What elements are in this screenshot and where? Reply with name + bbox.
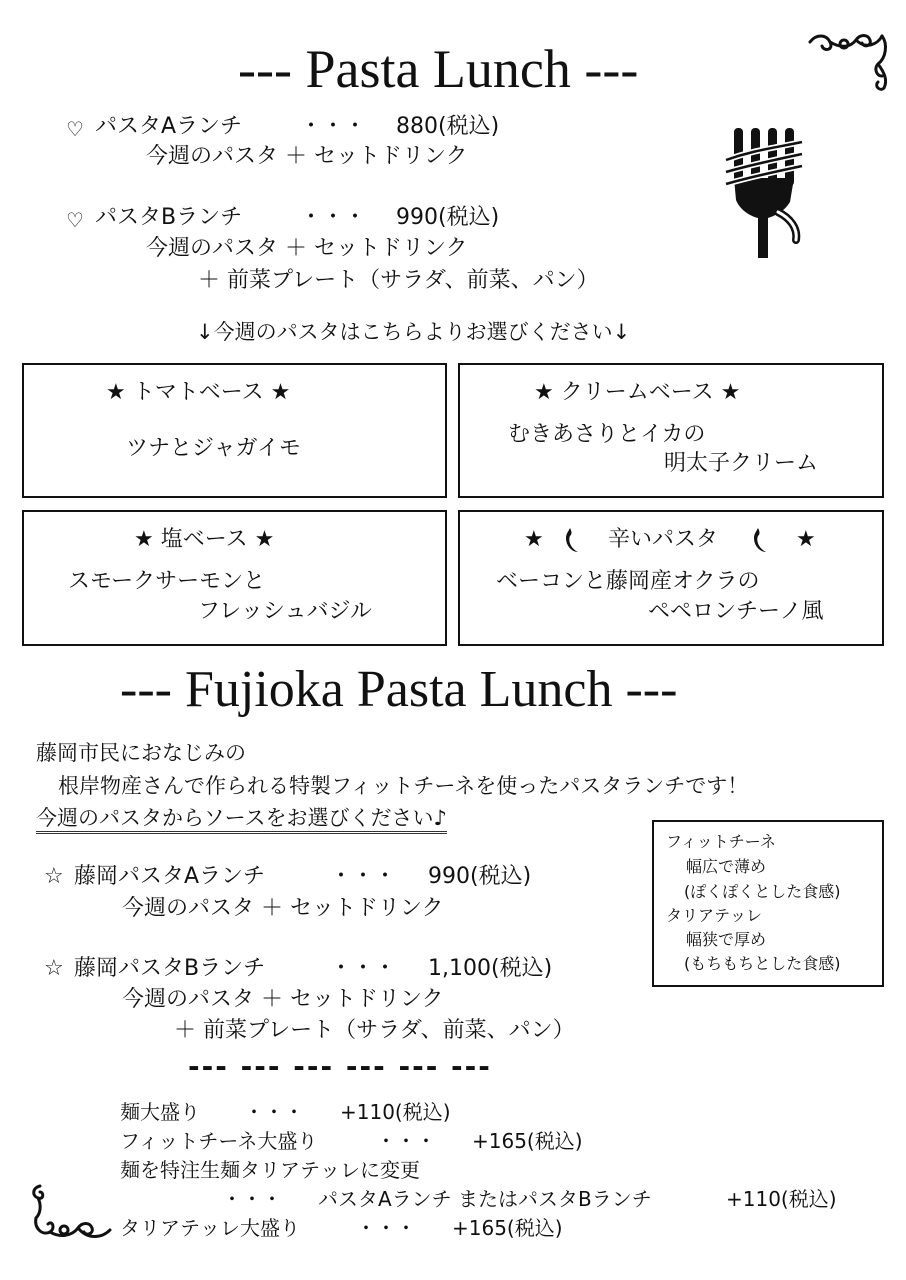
fujioka-b-mark: ☆ [44, 956, 64, 981]
option-change-tagliatelle: 麺を特注生麺タリアテッレに変更 [120, 1158, 420, 1182]
chili-pepper-icon [752, 526, 770, 554]
lunch-a-mark: ♡ [66, 117, 84, 141]
lunch-b-mark: ♡ [66, 208, 84, 232]
salt-base-dish-line2: フレッシュバジル [198, 599, 372, 624]
cream-base-box [458, 363, 884, 498]
page-title: --- Pasta Lunch --- [238, 39, 639, 99]
spicy-star-right: ★ [796, 527, 816, 552]
lunch-b-detail-2: ＋ 前菜プレート（サラダ、前菜、パン） [198, 268, 599, 293]
fujioka-section-title: --- Fujioka Pasta Lunch --- [120, 661, 678, 718]
spicy-pasta-box [458, 510, 884, 646]
lunch-b-name: パスタBランチ [95, 205, 243, 230]
cream-base-dish-line2: 明太子クリーム [664, 451, 819, 476]
lunch-a-name: パスタAランチ [95, 114, 243, 139]
lunch-b-dots: ・・・ [300, 205, 367, 230]
option-large-fettuccine-price: +165(税込) [472, 1129, 583, 1153]
fujioka-a-mark: ☆ [44, 864, 64, 889]
fujioka-b-detail-2: ＋ 前菜プレート（サラダ、前菜、パン） [174, 1018, 575, 1043]
spicy-pasta-dish-line1: ベーコンと藤岡産オクラの [496, 569, 760, 594]
flourish-ornament-top-right [806, 30, 892, 92]
lunch-a-price: 880(税込) [396, 114, 500, 139]
option-change-tagliatelle-target: パスタAランチ またはパスタBランチ [318, 1187, 652, 1211]
option-large-tagliatelle-dots: ・・・ [356, 1216, 416, 1240]
option-large-fettuccine-dots: ・・・ [376, 1129, 436, 1153]
fujioka-b-detail-1: 今週のパスタ ＋ セットドリンク [122, 987, 444, 1012]
flourish-ornament-bottom-left [30, 1182, 114, 1246]
option-large-noodles-price: +110(税込) [340, 1100, 451, 1124]
spicy-pasta-heading: 辛いパスタ [608, 527, 719, 552]
cream-base-dish-line1: むきあさりとイカの [508, 422, 706, 447]
cream-base-heading: ★ クリームベース ★ [534, 380, 741, 405]
fujioka-intro-line1: 藤岡市民におなじみの [36, 741, 246, 765]
fujioka-a-dots: ・・・ [330, 864, 397, 889]
fujioka-a-detail: 今週のパスタ ＋ セットドリンク [122, 896, 444, 921]
noodle-note-tagliatelle-texture: (もちもちとした食感) [684, 954, 841, 973]
noodle-type-note-box [652, 820, 884, 987]
fujioka-a-price: 990(税込) [428, 864, 532, 889]
fujioka-intro-line2: 根岸物産さんで作られる特製フィットチーネを使ったパスタランチです！ [58, 774, 749, 798]
fujioka-b-name: 藤岡パスタBランチ [74, 956, 266, 981]
tomato-base-heading: ★ トマトベース ★ [106, 380, 291, 405]
option-large-tagliatelle: タリアテッレ大盛り [120, 1216, 300, 1240]
fujioka-b-dots: ・・・ [330, 956, 397, 981]
option-change-tagliatelle-price: +110(税込) [726, 1187, 837, 1211]
lunch-b-detail-1: 今週のパスタ ＋ セットドリンク [146, 236, 468, 261]
option-large-fettuccine: フィットチーネ大盛り [120, 1129, 318, 1153]
fujioka-a-name: 藤岡パスタAランチ [74, 864, 266, 889]
tomato-base-dish: ツナとジャガイモ [126, 436, 301, 461]
salt-base-heading: ★ 塩ベース ★ [134, 527, 275, 552]
fujioka-intro-line3: 今週のパスタからソースをお選びください♪ [36, 808, 447, 834]
fujioka-b-price: 1,100(税込) [428, 956, 553, 981]
choose-pasta-note: ↓今週のパスタはこちらよりお選びください↓ [196, 320, 631, 344]
fork-pasta-icon [724, 128, 804, 260]
noodle-note-fettuccine: フィットチーネ [666, 832, 776, 851]
noodle-note-fettuccine-texture: (ぽくぽくとした食感) [684, 882, 841, 901]
salt-base-dish-line1: スモークサーモンと [68, 569, 266, 594]
salt-base-box [22, 510, 447, 646]
option-large-noodles: 麺大盛り [120, 1100, 200, 1124]
lunch-a-detail: 今週のパスタ ＋ セットドリンク [146, 144, 468, 169]
spicy-star-left: ★ [524, 527, 544, 552]
noodle-note-tagliatelle: タリアテッレ [666, 906, 763, 925]
option-change-tagliatelle-dots: ・・・ [222, 1187, 282, 1211]
lunch-b-price: 990(税込) [396, 205, 500, 230]
separator-dashes: --- --- --- --- --- --- [188, 1050, 492, 1083]
noodle-note-tagliatelle-desc: 幅狭で厚め [686, 930, 767, 949]
noodle-note-fettuccine-desc: 幅広で薄め [686, 857, 767, 876]
option-large-tagliatelle-price: +165(税込) [452, 1216, 563, 1240]
chili-pepper-icon [564, 526, 582, 554]
option-large-noodles-dots: ・・・ [244, 1100, 304, 1124]
tomato-base-box [22, 363, 447, 498]
spicy-pasta-dish-line2: ペペロンチーノ風 [648, 599, 824, 624]
lunch-a-dots: ・・・ [300, 114, 367, 139]
